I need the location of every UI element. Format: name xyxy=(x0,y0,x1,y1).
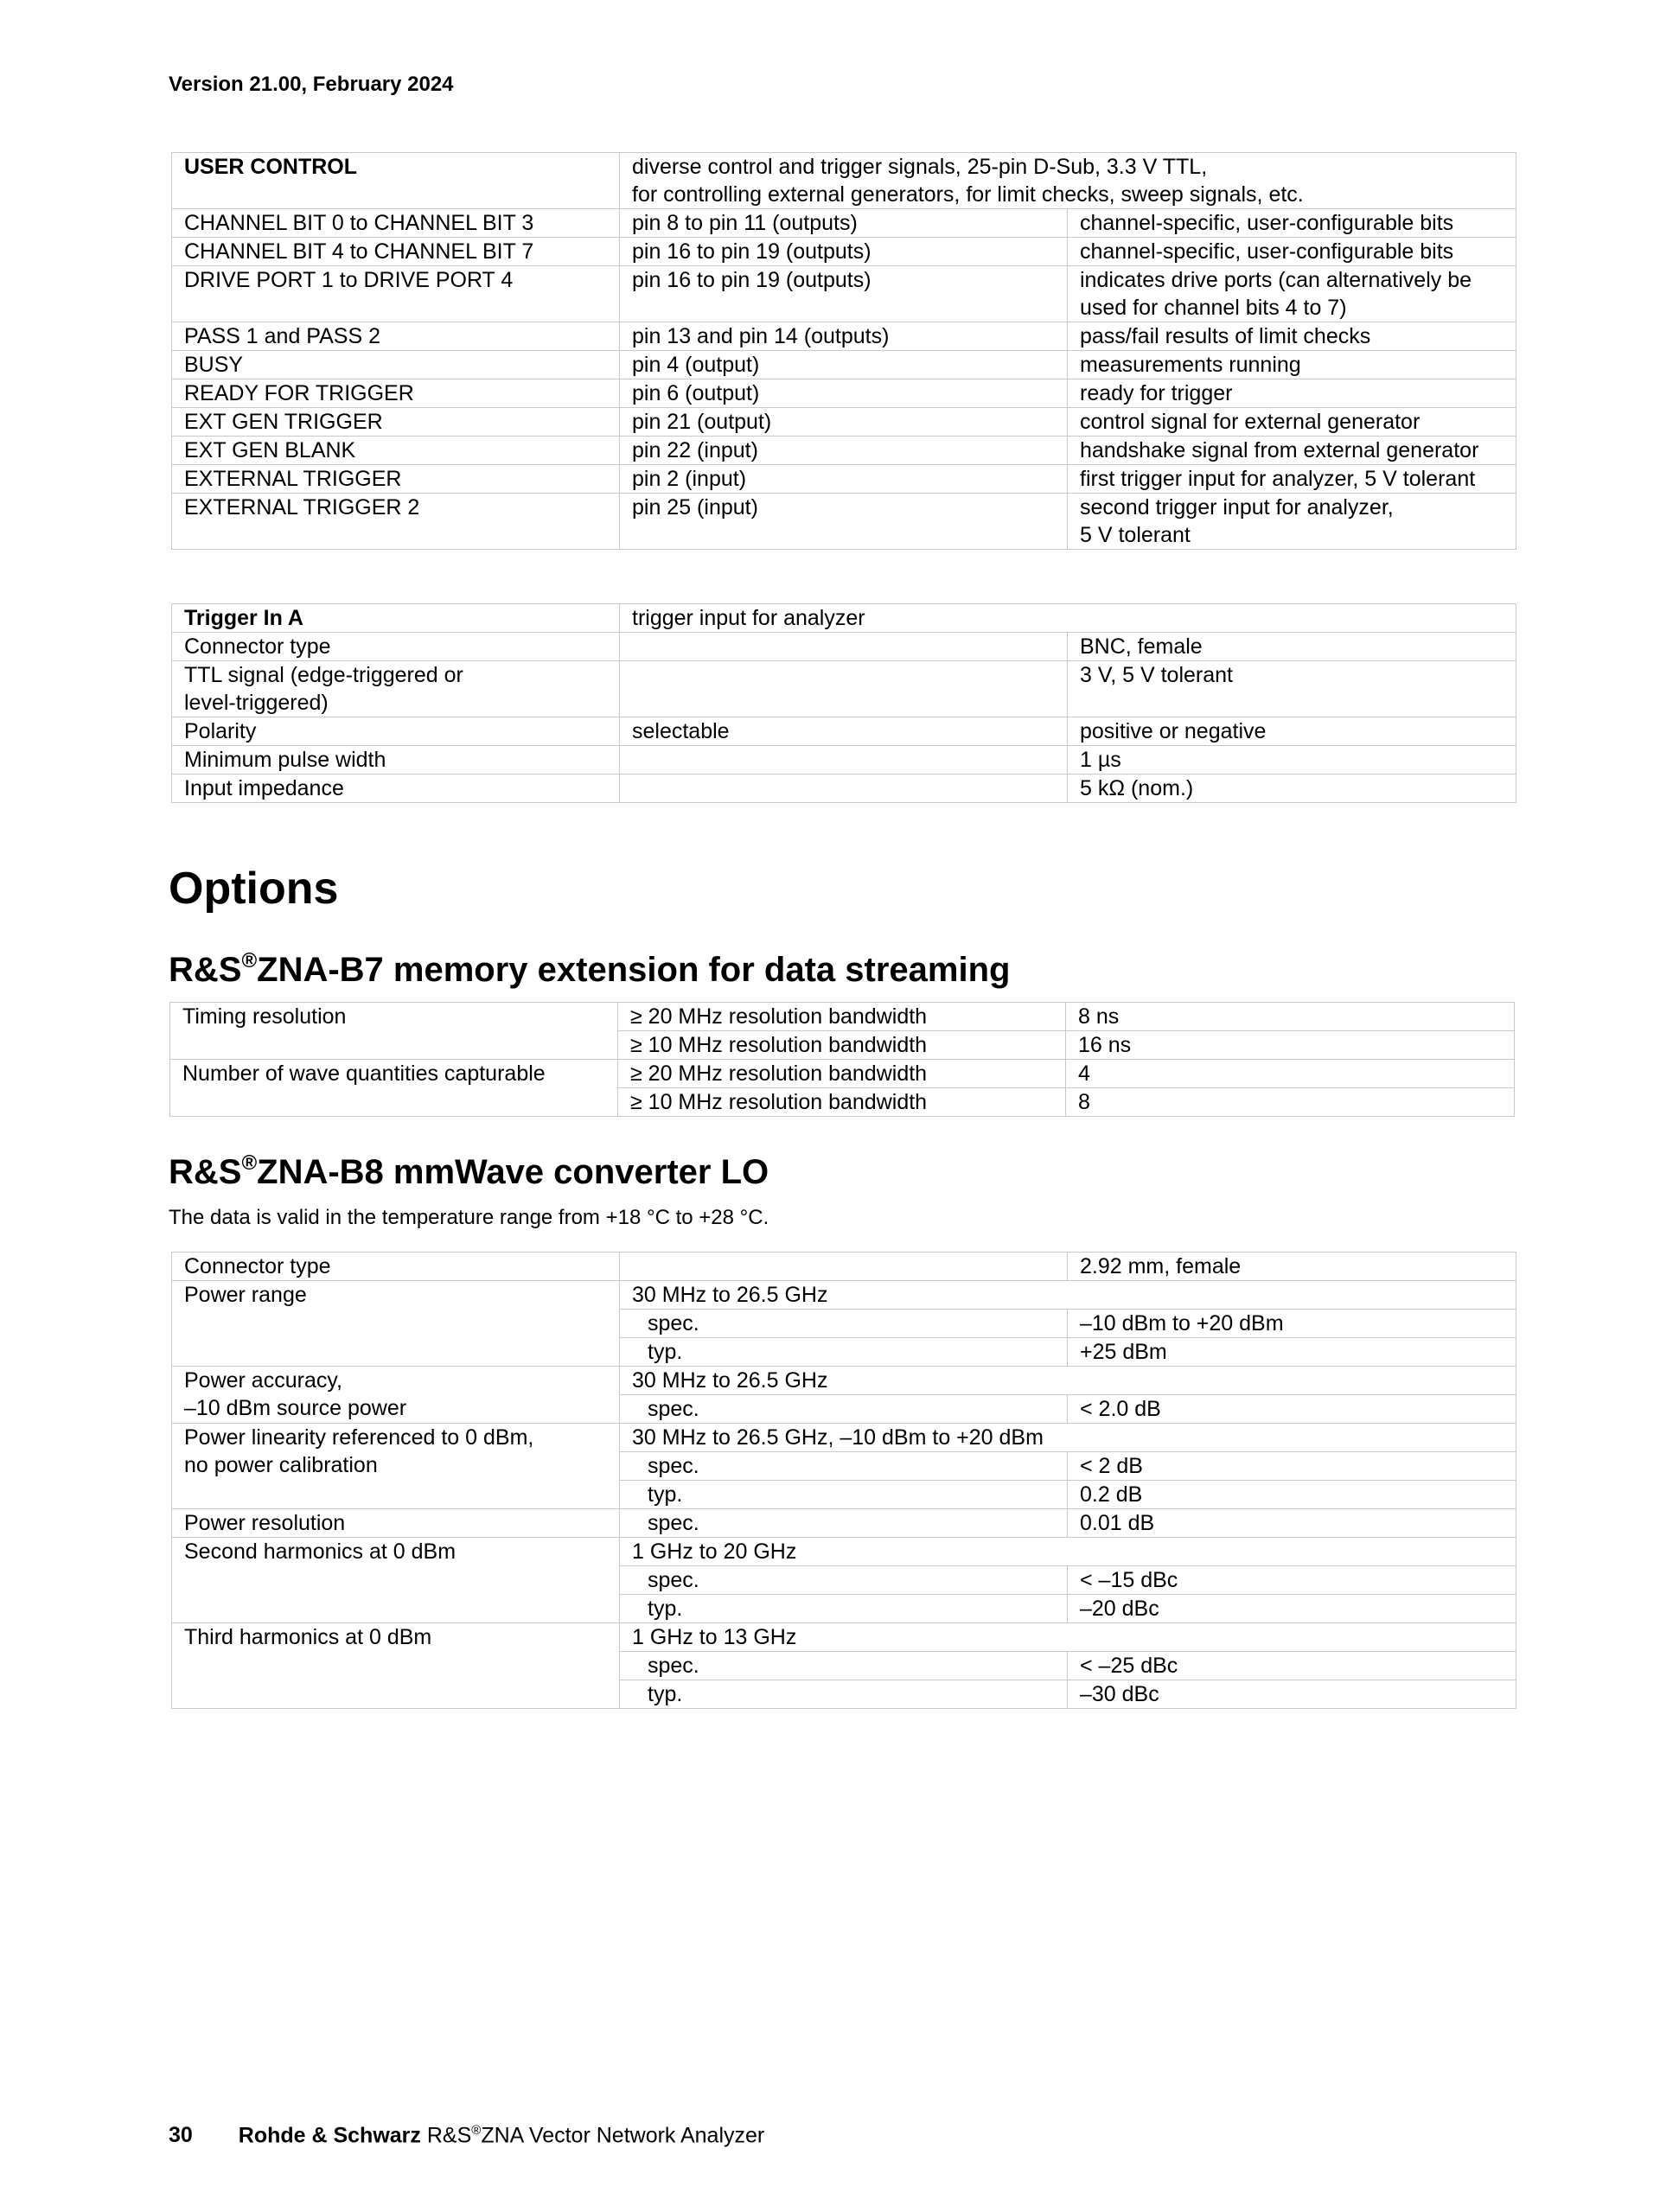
table-row xyxy=(172,437,1516,465)
signal-function: channel-specific, user-configurable bits xyxy=(1068,238,1516,266)
signal-pin: pin 16 to pin 19 (outputs) xyxy=(620,238,1068,266)
param-value: BNC, female xyxy=(1068,633,1516,661)
b7-table xyxy=(169,1002,1515,1117)
param-condition: ≥ 10 MHz resolution bandwidth xyxy=(618,1031,1066,1060)
param-value: 0.2 dB xyxy=(1068,1481,1516,1509)
param-value: +25 dBm xyxy=(1068,1338,1516,1367)
param-name: Power resolution xyxy=(172,1509,620,1538)
signal-pin: pin 21 (output) xyxy=(620,408,1068,437)
param-value: 8 ns xyxy=(1066,1003,1515,1031)
footer-brand: Rohde & Schwarz xyxy=(238,2123,421,2148)
signal-pin: pin 22 (input) xyxy=(620,437,1068,465)
param-value: < 2 dB xyxy=(1068,1452,1516,1481)
table-row xyxy=(172,266,1516,322)
name-line: –10 dBm source power xyxy=(184,1396,407,1420)
spec-label: spec. xyxy=(620,1652,1068,1680)
param-condition: 30 MHz to 26.5 GHz xyxy=(620,1367,1516,1395)
table-row xyxy=(172,1623,1516,1652)
param-condition: 1 GHz to 13 GHz xyxy=(620,1623,1516,1652)
table-row xyxy=(172,209,1516,238)
page-footer xyxy=(169,2123,764,2148)
brand-prefix: R&S xyxy=(169,951,242,989)
func-line: 5 V tolerant xyxy=(1080,523,1191,547)
registered-mark: ® xyxy=(471,2123,482,2138)
param-value: –30 dBc xyxy=(1068,1680,1516,1709)
func-line: second trigger input for analyzer, xyxy=(1080,495,1394,520)
brand-prefix: R&S xyxy=(169,1153,242,1191)
temperature-note: The data is valid in the temperature range from +18 °C to +28 °C. xyxy=(169,1206,769,1229)
b7-heading xyxy=(169,949,1010,990)
table-row xyxy=(172,746,1516,775)
param-value: < –15 dBc xyxy=(1068,1566,1516,1595)
param-name xyxy=(172,661,620,717)
footer-product: ZNA Vector Network Analyzer xyxy=(481,2123,765,2148)
version-header: Version 21.00, February 2024 xyxy=(169,73,454,96)
signal-pin: pin 16 to pin 19 (outputs) xyxy=(620,266,1068,322)
page-number: 30 xyxy=(169,2123,193,2148)
desc-line: diverse control and trigger signals, 25-pin D-Sub, 3.3 V TTL, xyxy=(632,155,1208,179)
signal-function xyxy=(1068,494,1516,550)
signal-function xyxy=(1068,266,1516,322)
param-name: Minimum pulse width xyxy=(172,746,620,775)
signal-function: measurements running xyxy=(1068,351,1516,379)
param-value: 3 V, 5 V tolerant xyxy=(1068,661,1516,717)
param-name: Connector type xyxy=(172,1253,620,1281)
typ-label: typ. xyxy=(620,1481,1068,1509)
signal-function: pass/fail results of limit checks xyxy=(1068,322,1516,351)
param-name: Second harmonics at 0 dBm xyxy=(172,1538,620,1623)
param-name: Power range xyxy=(172,1281,620,1367)
typ-label: typ. xyxy=(620,1595,1068,1623)
table-row xyxy=(172,1253,1516,1281)
param-name: Third harmonics at 0 dBm xyxy=(172,1623,620,1709)
param-value: –10 dBm to +20 dBm xyxy=(1068,1310,1516,1338)
param-value: < 2.0 dB xyxy=(1068,1395,1516,1424)
param-name: Polarity xyxy=(172,717,620,746)
name-line: no power calibration xyxy=(184,1453,378,1477)
registered-mark: ® xyxy=(241,1151,258,1175)
signal-function: handshake signal from external generator xyxy=(1068,437,1516,465)
table-row xyxy=(172,661,1516,717)
table-row xyxy=(172,494,1516,550)
signal-pin: pin 4 (output) xyxy=(620,351,1068,379)
table-row xyxy=(172,717,1516,746)
name-line: TTL signal (edge-triggered or xyxy=(184,663,463,687)
param-condition xyxy=(620,746,1068,775)
table-title: Trigger In A xyxy=(172,604,620,633)
param-value: < –25 dBc xyxy=(1068,1652,1516,1680)
typ-label: typ. xyxy=(620,1680,1068,1709)
desc-line: for controlling external generators, for limit checks, sweep signals, etc. xyxy=(632,182,1304,207)
spec-label: spec. xyxy=(620,1452,1068,1481)
param-value: 16 ns xyxy=(1066,1031,1515,1060)
spec-label: spec. xyxy=(620,1509,1068,1538)
param-name: Connector type xyxy=(172,633,620,661)
param-condition: selectable xyxy=(620,717,1068,746)
table-row xyxy=(172,153,1516,209)
table-row xyxy=(172,351,1516,379)
table-row xyxy=(172,238,1516,266)
param-condition: 30 MHz to 26.5 GHz, –10 dBm to +20 dBm xyxy=(620,1424,1516,1452)
signal-name: BUSY xyxy=(172,351,620,379)
table-description: trigger input for analyzer xyxy=(620,604,1516,633)
table-row xyxy=(172,1424,1516,1452)
b8-table xyxy=(171,1252,1516,1709)
param-name: Timing resolution xyxy=(170,1003,618,1060)
param-name: Input impedance xyxy=(172,775,620,803)
table-row xyxy=(172,1538,1516,1566)
signal-pin: pin 2 (input) xyxy=(620,465,1068,494)
param-condition: ≥ 10 MHz resolution bandwidth xyxy=(618,1088,1066,1117)
table-row xyxy=(172,1509,1516,1538)
param-condition xyxy=(620,1253,1068,1281)
signal-pin: pin 25 (input) xyxy=(620,494,1068,550)
signal-function: control signal for external generator xyxy=(1068,408,1516,437)
name-line: Power linearity referenced to 0 dBm, xyxy=(184,1425,534,1450)
signal-name: CHANNEL BIT 0 to CHANNEL BIT 3 xyxy=(172,209,620,238)
b8-heading xyxy=(169,1151,769,1192)
typ-label: typ. xyxy=(620,1338,1068,1367)
name-line: level-triggered) xyxy=(184,691,329,715)
param-value: positive or negative xyxy=(1068,717,1516,746)
param-value: 8 xyxy=(1066,1088,1515,1117)
table-row xyxy=(172,1367,1516,1395)
param-condition xyxy=(620,661,1068,717)
table-row xyxy=(172,465,1516,494)
options-heading: Options xyxy=(169,864,339,914)
param-value: 2.92 mm, female xyxy=(1068,1253,1516,1281)
param-name xyxy=(172,1367,620,1424)
param-value: 4 xyxy=(1066,1060,1515,1088)
trigger-in-a-table xyxy=(171,603,1516,803)
param-condition xyxy=(620,633,1068,661)
param-condition: 1 GHz to 20 GHz xyxy=(620,1538,1516,1566)
signal-pin: pin 8 to pin 11 (outputs) xyxy=(620,209,1068,238)
signal-name: DRIVE PORT 1 to DRIVE PORT 4 xyxy=(172,266,620,322)
table-row xyxy=(170,1003,1515,1031)
signal-name: EXTERNAL TRIGGER 2 xyxy=(172,494,620,550)
spec-label: spec. xyxy=(620,1566,1068,1595)
signal-name: PASS 1 and PASS 2 xyxy=(172,322,620,351)
registered-mark: ® xyxy=(241,949,258,972)
table-title: USER CONTROL xyxy=(172,153,620,209)
param-name xyxy=(172,1424,620,1509)
signal-name: EXT GEN TRIGGER xyxy=(172,408,620,437)
b7-title: ZNA-B7 memory extension for data streaming xyxy=(257,951,1011,989)
signal-function: ready for trigger xyxy=(1068,379,1516,408)
param-condition: ≥ 20 MHz resolution bandwidth xyxy=(618,1003,1066,1031)
table-row xyxy=(172,322,1516,351)
user-control-table xyxy=(171,152,1516,550)
signal-pin: pin 13 and pin 14 (outputs) xyxy=(620,322,1068,351)
signal-name: CHANNEL BIT 4 to CHANNEL BIT 7 xyxy=(172,238,620,266)
signal-pin: pin 6 (output) xyxy=(620,379,1068,408)
param-value: –20 dBc xyxy=(1068,1595,1516,1623)
signal-name: EXT GEN BLANK xyxy=(172,437,620,465)
func-line: used for channel bits 4 to 7) xyxy=(1080,296,1347,320)
param-name: Number of wave quantities capturable xyxy=(170,1060,618,1117)
spec-label: spec. xyxy=(620,1395,1068,1424)
table-row xyxy=(170,1060,1515,1088)
spec-label: spec. xyxy=(620,1310,1068,1338)
table-row xyxy=(172,775,1516,803)
b8-title: ZNA-B8 mmWave converter LO xyxy=(257,1153,769,1191)
param-condition: ≥ 20 MHz resolution bandwidth xyxy=(618,1060,1066,1088)
name-line: Power accuracy, xyxy=(184,1368,342,1393)
param-condition: 30 MHz to 26.5 GHz xyxy=(620,1281,1516,1310)
param-value: 5 kΩ (nom.) xyxy=(1068,775,1516,803)
signal-function: channel-specific, user-configurable bits xyxy=(1068,209,1516,238)
table-description xyxy=(620,153,1516,209)
param-condition xyxy=(620,775,1068,803)
signal-function: first trigger input for analyzer, 5 V tolerant xyxy=(1068,465,1516,494)
footer-product-prefix: R&S xyxy=(426,2123,472,2148)
param-value: 1 µs xyxy=(1068,746,1516,775)
table-row xyxy=(172,379,1516,408)
table-row xyxy=(172,408,1516,437)
func-line: indicates drive ports (can alternatively be xyxy=(1080,268,1472,292)
table-row xyxy=(172,1281,1516,1310)
table-row xyxy=(172,633,1516,661)
table-row xyxy=(172,604,1516,633)
signal-name: READY FOR TRIGGER xyxy=(172,379,620,408)
signal-name: EXTERNAL TRIGGER xyxy=(172,465,620,494)
param-value: 0.01 dB xyxy=(1068,1509,1516,1538)
